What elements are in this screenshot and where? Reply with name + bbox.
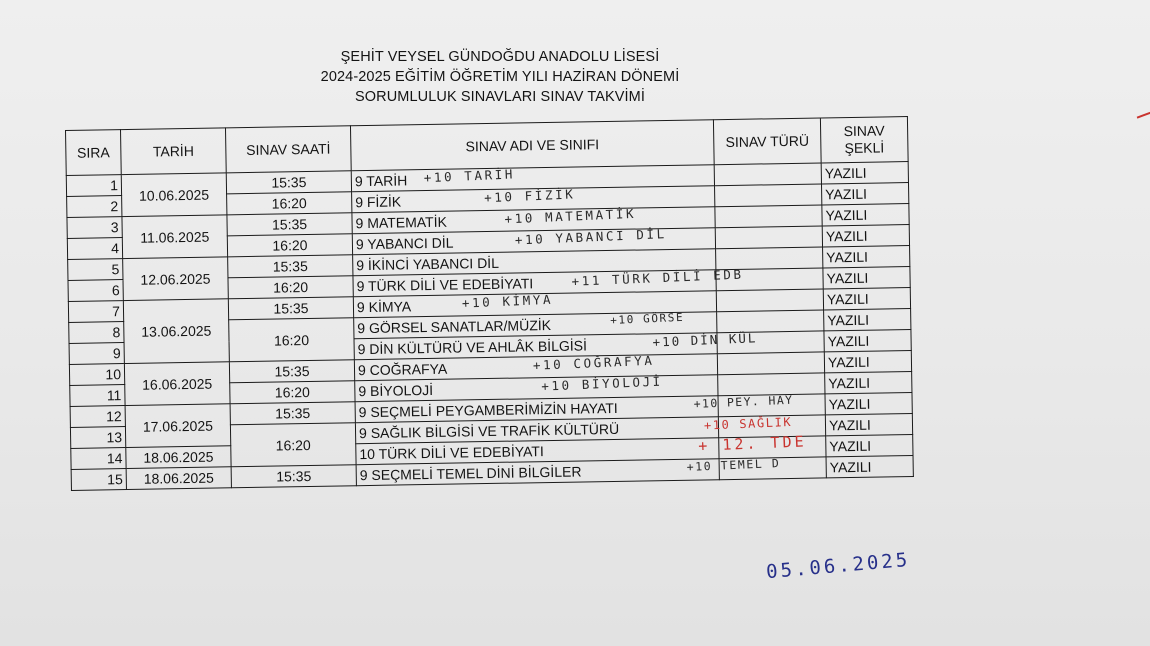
exam-time: 15:35	[226, 171, 351, 194]
handwritten-note: +10 YABANCI DİL	[514, 226, 667, 248]
col-sinav-turu: SINAV TÜRÜ	[713, 118, 821, 165]
col-saat: SINAV SAATİ	[225, 126, 351, 173]
row-number: 6	[68, 280, 123, 302]
exam-time: 15:35	[231, 465, 356, 488]
exam-time: 15:35	[227, 213, 352, 236]
exam-name: 9 KİMYA	[356, 298, 412, 316]
exam-format: YAZILI	[824, 330, 911, 352]
exam-name: 9 TÜRK DİLİ VE EDEBİYATI	[356, 275, 534, 295]
exam-date: 17.06.2025	[125, 404, 231, 448]
exam-name: 10 TÜRK DİLİ VE EDEBİYATI	[359, 443, 544, 463]
exam-type	[717, 310, 824, 333]
col-sira: SIRA	[66, 130, 122, 176]
exam-type	[717, 352, 824, 375]
exam-time: 15:35	[229, 360, 354, 383]
school-name: ŞEHİT VEYSEL GÜNDOĞDU ANADOLU LİSESİ	[340, 49, 660, 65]
row-number: 10	[69, 364, 124, 386]
handwritten-note: +10 COĞRAFYA	[532, 352, 655, 373]
exam-time: 16:20	[227, 234, 352, 257]
exam-type	[715, 184, 822, 207]
exam-name: 9 İKİNCİ YABANCI DİL	[356, 254, 500, 274]
row-number: 14	[71, 448, 126, 470]
exam-type	[718, 373, 825, 396]
exam-time: 16:20	[230, 381, 355, 404]
row-number: 12	[70, 406, 125, 428]
exam-time: 15:35	[230, 402, 355, 425]
row-number: 3	[67, 217, 122, 239]
exam-format: YAZILI	[822, 204, 909, 226]
row-number: 2	[67, 196, 122, 218]
exam-type	[716, 289, 823, 312]
document-header	[280, 47, 720, 107]
exam-format: YAZILI	[823, 246, 910, 268]
exam-format: YAZILI	[824, 350, 911, 372]
exam-format: YAZILI	[825, 392, 912, 414]
exam-format: YAZILI	[823, 267, 910, 289]
exam-name: 9 SAĞLIK BİLGİSİ VE TRAFİK KÜLTÜRÜ	[358, 420, 620, 442]
exam-time: 15:35	[228, 297, 353, 320]
academic-term: 2024-2025 EĞİTİM ÖĞRETİM YILI HAZİRAN DÖNEMİ	[320, 69, 680, 85]
exam-name: 9 DİN KÜLTÜRÜ VE AHLÂK BİLGİSİ	[357, 337, 588, 358]
exam-date: 12.06.2025	[123, 257, 229, 301]
exam-format: YAZILI	[825, 413, 912, 435]
handwritten-note: + 12. TDE	[697, 432, 807, 455]
row-number: 13	[70, 427, 125, 449]
exam-name: 9 SEÇMELİ TEMEL DİNİ BİLGİLER	[359, 463, 582, 484]
row-number: 7	[68, 301, 123, 323]
handwritten-note: +10 FİZİK	[483, 186, 576, 206]
exam-time: 16:20	[230, 423, 356, 467]
handwritten-note: +10 KİMYA	[461, 291, 554, 311]
row-number: 11	[70, 385, 125, 407]
exam-date: 16.06.2025	[124, 362, 230, 406]
exam-name: 9 TARİH	[354, 172, 408, 190]
handwritten-note: +10 PEY. HAY	[693, 392, 794, 411]
exam-format: YAZILI	[821, 162, 908, 184]
exam-format: YAZILI	[824, 309, 911, 331]
exam-name: 9 FİZİK	[355, 193, 402, 211]
row-number: 4	[67, 238, 122, 260]
row-number: 8	[69, 322, 124, 344]
col-sinav-sekli	[820, 117, 908, 163]
exam-name: 9 COĞRAFYA	[357, 360, 448, 379]
exam-type	[715, 205, 822, 228]
handwritten-note: +10 TARİH	[423, 166, 516, 186]
row-number: 5	[68, 259, 123, 281]
exam-type	[714, 163, 821, 186]
exam-format: YAZILI	[823, 288, 910, 310]
col-sinav-sekli-label: SINAV ŞEKLİ	[843, 122, 885, 157]
col-tarih: TARİH	[121, 128, 227, 175]
exam-format: YAZILI	[825, 371, 912, 393]
exam-format: YAZILI	[822, 225, 909, 247]
exam-name: 9 MATEMATİK	[355, 213, 447, 232]
exam-format: YAZILI	[826, 434, 913, 456]
handwritten-note: +10 BİYOLOJİ	[541, 373, 664, 394]
handwritten-note: +10 GÖRSE	[609, 310, 685, 327]
exam-name: 9 SEÇMELİ PEYGAMBERİMİZİN HAYATI	[358, 399, 618, 421]
exam-schedule-table	[65, 116, 914, 491]
handwritten-note: +10 MATEMATİK	[504, 205, 637, 227]
exam-time: 16:20	[228, 276, 353, 299]
handwritten-note: +11 TÜRK DİLİ EDB	[571, 266, 744, 289]
exam-type	[715, 226, 822, 249]
exam-date: 13.06.2025	[123, 299, 229, 364]
handwritten-date: 05.06.2025	[765, 548, 912, 584]
handwritten-note: +10 DİN KÜL	[652, 330, 758, 350]
row-number: 1	[66, 175, 121, 197]
handwritten-note: +10 SAĞLIK	[703, 414, 793, 433]
handwritten-note: +10 TEMEL D	[686, 455, 781, 474]
exam-date: 10.06.2025	[121, 173, 227, 217]
exam-format: YAZILI	[821, 183, 908, 205]
col-sinav-adi: SINAV ADI VE SINIFI	[350, 120, 714, 171]
exam-name: 9 GÖRSEL SANATLAR/MÜZİK	[357, 316, 552, 337]
exam-name: 9 BİYOLOJİ	[358, 381, 434, 400]
exam-date: 11.06.2025	[122, 215, 228, 259]
red-pen-mark	[1137, 112, 1150, 126]
exam-schedule	[65, 116, 914, 491]
exam-time: 15:35	[228, 255, 353, 278]
exam-name: 9 YABANCI DİL	[355, 234, 454, 253]
row-number: 15	[71, 469, 126, 491]
exam-date: 18.06.2025	[126, 467, 231, 490]
exam-time: 16:20	[229, 318, 355, 362]
exam-time: 16:20	[227, 192, 352, 215]
document-title: SORUMLULUK SINAVLARI SINAV TAKVİMİ	[355, 89, 645, 105]
exam-format: YAZILI	[826, 455, 913, 477]
row-number: 9	[69, 343, 124, 365]
exam-date: 18.06.2025	[126, 446, 231, 469]
